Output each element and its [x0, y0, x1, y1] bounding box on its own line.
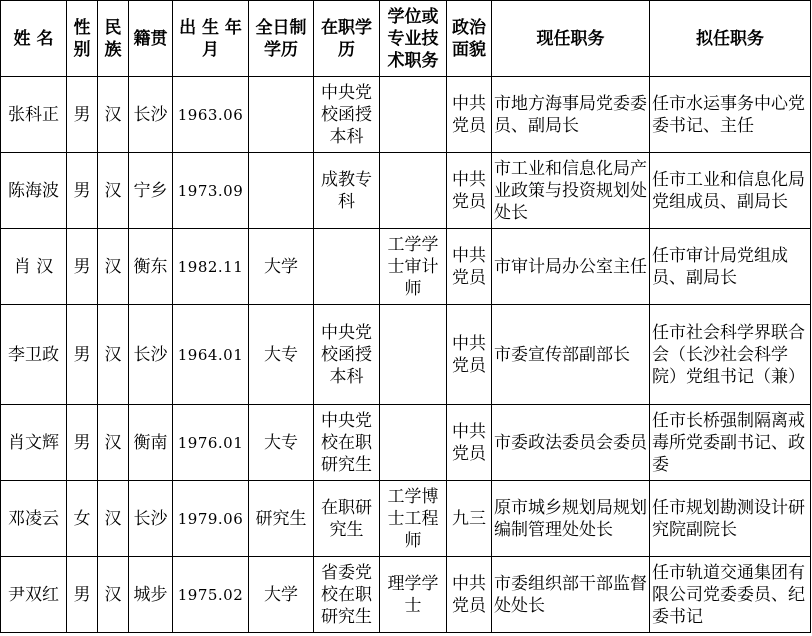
cell-ethnicity: 汉	[98, 405, 129, 481]
header-degree-title: 学位或专业技术职务	[380, 1, 447, 77]
cell-political-status: 中共党员	[447, 153, 492, 229]
header-row	[1, 1, 811, 77]
cell-current-post: 原市城乡规划局规划编制管理处处长	[492, 481, 650, 557]
cell-degree-title: 工学学士审计师	[380, 229, 447, 305]
header-current-post: 现任职务	[492, 1, 650, 77]
cell-current-post: 市委宣传部副部长	[492, 305, 650, 405]
cell-name: 肖 汉	[1, 229, 67, 305]
cell-inservice-education: 省委党校在职研究生	[314, 557, 380, 633]
header-birth: 出 生 年 月	[173, 1, 249, 77]
cell-current-post: 市委组织部干部监督处处长	[492, 557, 650, 633]
cell-origin: 长沙	[129, 305, 173, 405]
cell-gender: 女	[67, 481, 98, 557]
cell-birth: 1975.02	[173, 557, 249, 633]
cell-birth: 1963.06	[173, 77, 249, 153]
cell-gender: 男	[67, 153, 98, 229]
cell-ethnicity: 汉	[98, 305, 129, 405]
cell-political-status: 中共党员	[447, 557, 492, 633]
cell-degree-title	[380, 153, 447, 229]
cell-name: 邓凌云	[1, 481, 67, 557]
cell-political-status: 中共党员	[447, 305, 492, 405]
cell-ethnicity: 汉	[98, 77, 129, 153]
cell-origin: 长沙	[129, 481, 173, 557]
cell-birth: 1982.11	[173, 229, 249, 305]
cell-proposed-post: 任市工业和信息化局党组成员、副局长	[650, 153, 811, 229]
cell-inservice-education: 中央党校函授本科	[314, 77, 380, 153]
cell-fulltime-education: 大专	[249, 305, 314, 405]
cell-ethnicity: 汉	[98, 481, 129, 557]
cell-ethnicity: 汉	[98, 229, 129, 305]
cell-degree-title: 理学学士	[380, 557, 447, 633]
cell-inservice-education: 成教专科	[314, 153, 380, 229]
cell-current-post: 市审计局办公室主任	[492, 229, 650, 305]
cell-proposed-post: 任市水运事务中心党委书记、主任	[650, 77, 811, 153]
header-proposed-post: 拟任职务	[650, 1, 811, 77]
cell-origin: 衡南	[129, 405, 173, 481]
cell-name: 张科正	[1, 77, 67, 153]
cell-current-post: 市地方海事局党委委员、副局长	[492, 77, 650, 153]
header-ethnicity: 民族	[98, 1, 129, 77]
cell-degree-title	[380, 305, 447, 405]
table-row	[1, 153, 811, 229]
cell-name: 陈海波	[1, 153, 67, 229]
header-inservice-education: 在职学历	[314, 1, 380, 77]
cell-ethnicity: 汉	[98, 153, 129, 229]
cell-current-post: 市工业和信息化局产业政策与投资规划处处长	[492, 153, 650, 229]
cell-political-status: 中共党员	[447, 77, 492, 153]
cell-origin: 宁乡	[129, 153, 173, 229]
cell-birth: 1973.09	[173, 153, 249, 229]
cell-proposed-post: 任市规划勘测设计研究院副院长	[650, 481, 811, 557]
cell-fulltime-education: 大学	[249, 229, 314, 305]
cell-origin: 城步	[129, 557, 173, 633]
cell-political-status: 九三	[447, 481, 492, 557]
header-gender: 性别	[67, 1, 98, 77]
cell-degree-title	[380, 405, 447, 481]
table-row	[1, 229, 811, 305]
cell-degree-title: 工学博士工程师	[380, 481, 447, 557]
cell-name: 肖文辉	[1, 405, 67, 481]
cell-political-status: 中共党员	[447, 229, 492, 305]
header-name: 姓 名	[1, 1, 67, 77]
header-origin: 籍贯	[129, 1, 173, 77]
cell-degree-title	[380, 77, 447, 153]
cell-inservice-education: 中央党校在职研究生	[314, 405, 380, 481]
cell-birth: 1979.06	[173, 481, 249, 557]
table-row	[1, 77, 811, 153]
cell-origin: 衡东	[129, 229, 173, 305]
cell-fulltime-education	[249, 153, 314, 229]
cell-inservice-education	[314, 229, 380, 305]
cell-proposed-post: 任市社会科学界联合会（长沙社会科学院）党组书记（兼）	[650, 305, 811, 405]
cell-fulltime-education: 大学	[249, 557, 314, 633]
cell-proposed-post: 任市轨道交通集团有限公司党委委员、纪委书记	[650, 557, 811, 633]
cell-ethnicity: 汉	[98, 557, 129, 633]
cell-political-status: 中共党员	[447, 405, 492, 481]
table-row	[1, 481, 811, 557]
cell-proposed-post: 任市长桥强制隔离戒毒所党委副书记、政委	[650, 405, 811, 481]
cell-birth: 1976.01	[173, 405, 249, 481]
cell-name: 李卫政	[1, 305, 67, 405]
cell-gender: 男	[67, 305, 98, 405]
cell-inservice-education: 在职研究生	[314, 481, 380, 557]
table-row	[1, 557, 811, 633]
cell-gender: 男	[67, 77, 98, 153]
cell-fulltime-education: 大专	[249, 405, 314, 481]
cell-origin: 长沙	[129, 77, 173, 153]
cell-fulltime-education	[249, 77, 314, 153]
cell-gender: 男	[67, 405, 98, 481]
cell-gender: 男	[67, 229, 98, 305]
cell-proposed-post: 任市审计局党组成员、副局长	[650, 229, 811, 305]
header-political-status: 政治面貌	[447, 1, 492, 77]
cell-fulltime-education: 研究生	[249, 481, 314, 557]
cell-name: 尹双红	[1, 557, 67, 633]
cell-current-post: 市委政法委员会委员	[492, 405, 650, 481]
cell-gender: 男	[67, 557, 98, 633]
table-row	[1, 405, 811, 481]
table-row	[1, 305, 811, 405]
cell-inservice-education: 中央党校函授本科	[314, 305, 380, 405]
cell-birth: 1964.01	[173, 305, 249, 405]
header-fulltime-education: 全日制学历	[249, 1, 314, 77]
